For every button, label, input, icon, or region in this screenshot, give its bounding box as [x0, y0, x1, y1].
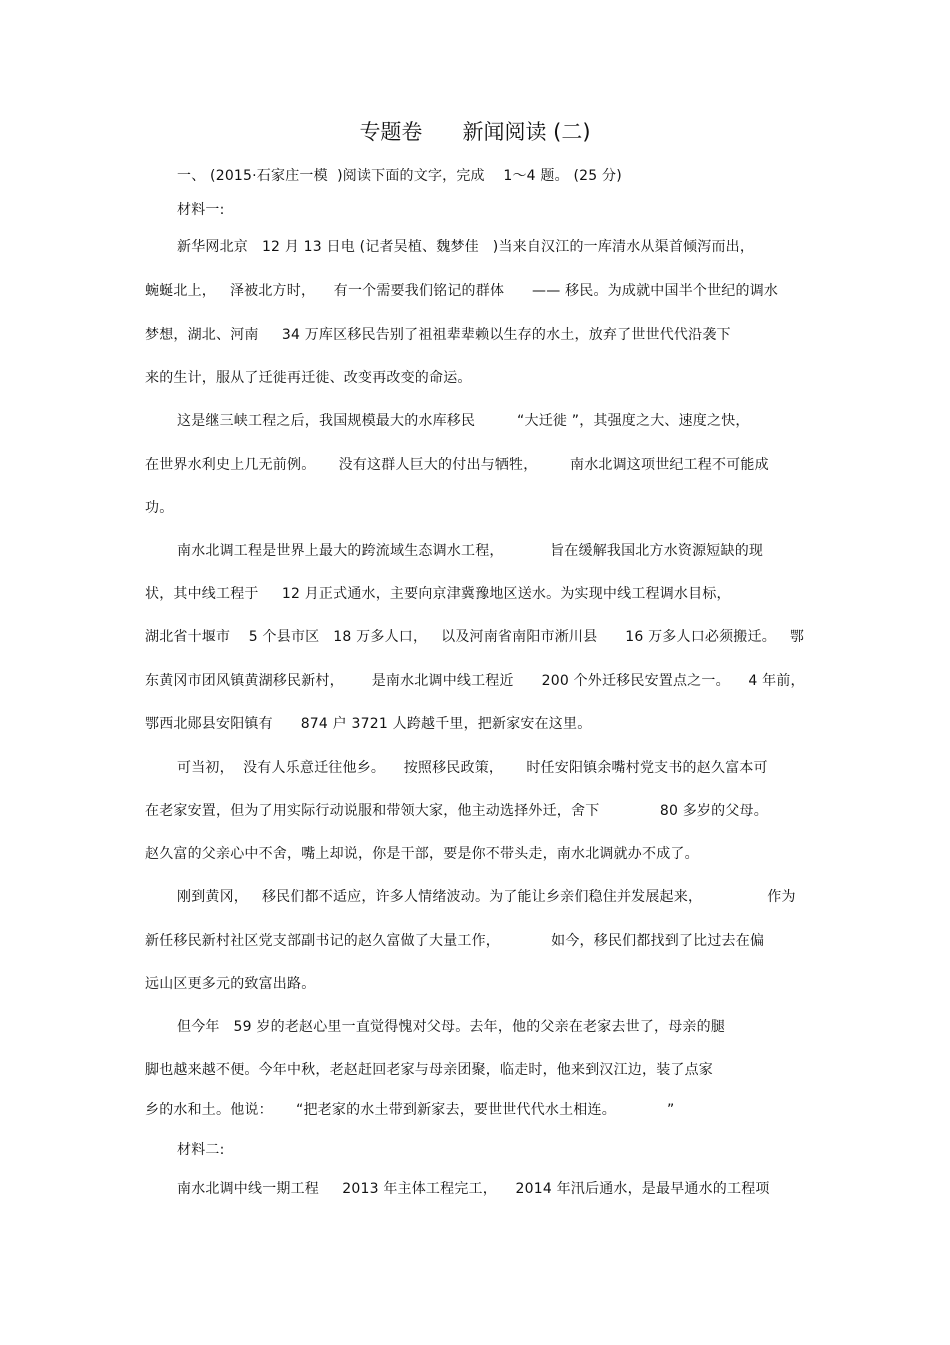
text-line: 但今年 59 岁的老赵心里一直觉得愧对父母。去年，他的父亲在老家去世了，母亲的腿: [177, 1019, 726, 1035]
question-header: 一、 (2015·石家庄一模 )阅读下面的文字，完成 1～4 题。 (25 分): [177, 168, 622, 184]
text-line: 可当初， 没有人乐意迁往他乡。 按照移民政策， 时任安阳镇余嘴村党支书的赵久富本可: [177, 760, 768, 776]
text-line: 远山区更多元的致富出路。: [145, 976, 316, 992]
text-line: 梦想，湖北、河南 34 万库区移民告别了祖祖辈辈赖以生存的水土，放弃了世世代代沿袭下: [145, 327, 731, 343]
page-title: 专题卷 新闻阅读 (二): [359, 120, 591, 144]
text-line: 功。: [145, 500, 174, 516]
text-line: 在老家安置，但为了用实际行动说服和带领大家，他主动选择外迁，舍下 80 多岁的父母。: [145, 803, 768, 819]
text-line: 赵久富的父亲心中不舍，嘴上却说，你是干部，要是你不带头走，南水北调就办不成了。: [145, 846, 699, 862]
text-line: 新任移民新村社区党支部副书记的赵久富做了大量工作， 如今，移民们都找到了比过去在偏: [145, 933, 765, 949]
text-line: 蜿蜒北上， 泽被北方时， 有一个需要我们铭记的群体 —— 移民。为成就中国半个世纪的调水: [145, 283, 779, 299]
text-line: 乡的水和土。他说： “把老家的水土带到新家去，要世世代代水土相连。 ”: [145, 1102, 675, 1118]
text-line: 湖北省十堰市 5 个县市区 18 万多人口， 以及河南省南阳市淅川县 16 万多人口必须搬迁。 鄂: [145, 629, 805, 645]
text-line: 刚到黄冈， 移民们都不适应，许多人情绪波动。为了能让乡亲们稳住并发展起来， 作为: [177, 889, 796, 905]
text-line: 南水北调工程是世界上最大的跨流域生态调水工程， 旨在缓解我国北方水资源短缺的现: [177, 543, 764, 559]
text-line: 新华网北京 12 月 13 日电 (记者吴植、魏梦佳 )当来自汉江的一库清水从渠首倾泻而出，: [177, 239, 755, 255]
text-line: 这是继三峡工程之后，我国规模最大的水库移民 “大迁徙 ”，其强度之大、速度之快，: [177, 413, 750, 429]
text-line: 鄂西北郧县安阳镇有 874 户 3721 人跨越千里，把新家安在这里。: [145, 716, 592, 732]
text-line: 状，其中线工程于 12 月正式通水，主要向京津冀豫地区送水。为实现中线工程调水目标，: [145, 586, 731, 602]
text-line: 来的生计，服从了迁徙再迁徙、改变再改变的命运。: [145, 370, 472, 386]
text-line: 在世界水利史上几无前例。 没有这群人巨大的付出与牺牲， 南水北调这项世纪工程不可能成: [145, 457, 769, 473]
text-line: 南水北调中线一期工程 2013 年主体工程完工， 2014 年汛后通水，是最早通水的工程项: [177, 1181, 770, 1197]
material-2-label: 材料二:: [177, 1142, 225, 1158]
text-line: 东黄冈市团风镇黄湖移民新村， 是南水北调中线工程近 200 个外迁移民安置点之一。 4 年前，: [145, 673, 805, 689]
material-1-label: 材料一:: [177, 202, 225, 218]
text-line: 脚也越来越不便。今年中秋，老赵赶回老家与母亲团聚，临走时，他来到汉江边，装了点家: [145, 1062, 713, 1078]
